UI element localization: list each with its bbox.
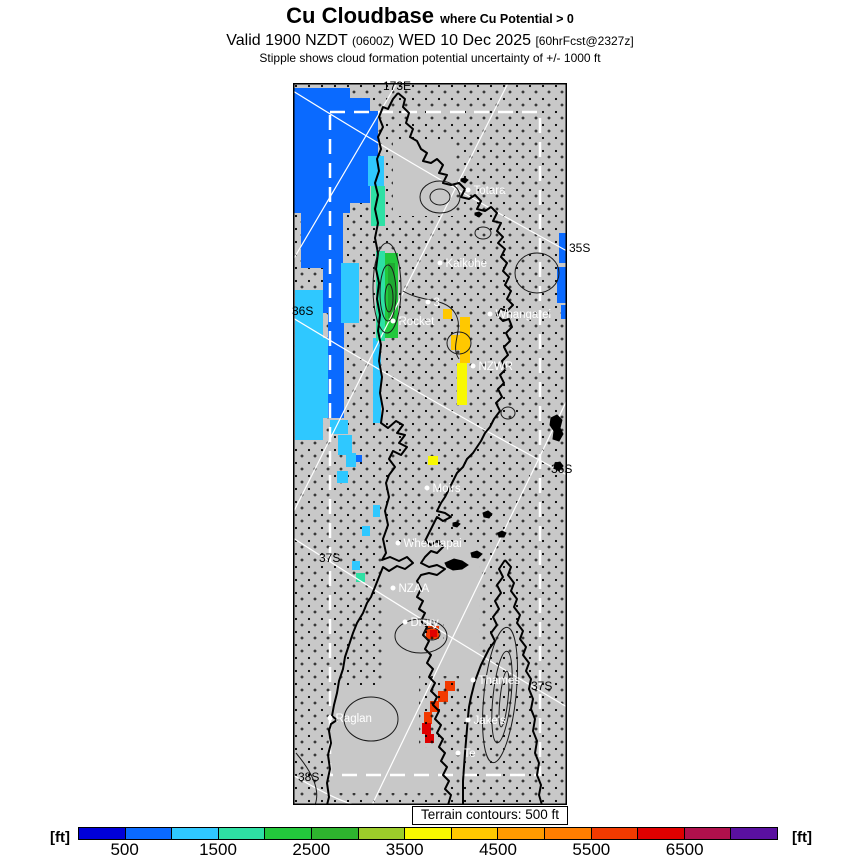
site-label: Te [463,748,476,760]
site-dot [403,620,408,625]
site-dot [396,541,401,546]
forecast-map [292,79,591,805]
valid-time-line [10,32,850,50]
colorbar-segment [545,828,592,839]
colorbar-segment [452,828,499,839]
colorbar-segment [359,828,406,839]
cloudbase-patch [348,98,370,203]
site-label: Rocket [398,316,435,328]
valid-prefix: Valid 1900 NZDT [226,32,348,49]
cloudbase-patch [451,335,468,350]
cloudbase-patch [313,338,328,418]
cloudbase-patch [352,561,360,570]
site-dot [466,188,471,193]
colorbar-segment [638,828,685,839]
colorbar [78,827,778,840]
map-header [0,4,850,65]
site-dot [391,319,396,324]
site-label: Kaikohe [445,258,488,270]
site-dot [488,312,493,317]
valid-zulu: (0600Z) [352,34,395,48]
colorbar-segment [265,828,312,839]
grid-label: 36S [292,304,314,318]
title-suffix: where Cu Potential > 0 [440,12,574,26]
colorbar-tick-label: 5500 [572,840,611,859]
site-label: NZAA [398,583,430,595]
site-label: NZWR [478,361,513,373]
grid-label: 35S [569,241,591,255]
site-dot [391,586,396,591]
grid-label: 38S [298,770,320,784]
colorbar-tick-label: 4500 [479,840,517,859]
site-dot [425,486,430,491]
colorbar-tick-label: 6500 [665,840,704,859]
stipple-note: Stipple shows cloud formation potential uncertainty of +/- 1000 ft [259,51,601,65]
site-label: Totara [473,185,506,197]
colorbar-segment [498,828,545,839]
cloudbase-patch [293,88,350,213]
site-label: Thames [478,675,521,687]
site-label: Whangarei [495,309,552,321]
site-dot [466,718,471,723]
site-dot [438,261,443,266]
cloudbase-patch [428,456,438,465]
site-label: Whenuapai [403,538,462,550]
colorbar-tick-label: 3500 [385,840,424,859]
cloudbase-patch [457,363,467,405]
colorbar-segment [405,828,452,839]
cloudbase-patch [362,526,370,536]
valid-date: WED 10 Dec 2025 [398,32,531,49]
cloudbase-patch [373,505,380,517]
site-dot [426,300,431,305]
colorbar-segment [126,828,173,839]
site-dot [328,716,333,721]
cloudbase-patch [341,263,359,323]
cloudbase-patch [356,455,362,462]
colorbar-segment [731,828,777,839]
title-main: Cu Cloudbase [286,3,435,28]
cloudbase-patch [337,471,348,483]
colorbar-segment [219,828,266,839]
cloudbase-patch [338,435,352,455]
colorbar-unit-right: [ft] [792,829,812,846]
grid-label: 37S [319,551,341,565]
grid-label: 37S [531,679,553,693]
cloudbase-patch [443,309,452,319]
grid-label: 36S [551,462,573,476]
terrain-note: Terrain contours: 500 ft [412,806,568,825]
cloudbase-patch [346,453,356,467]
grid-label: 173E [382,79,412,93]
site-dot [456,751,461,756]
colorbar-segment [79,828,126,839]
site-label: Drury [410,617,439,629]
colorbar-tick-label: 500 [110,840,139,859]
site-label: Jake's [473,715,506,727]
colorbar-unit-left: [ft] [50,829,70,846]
colorbar-segment [592,828,639,839]
site-dot [471,678,476,683]
site-label: Moirs [432,483,461,495]
site-label: Raglan [335,713,372,725]
site-label: 3 [433,297,440,309]
colorbar-tick-label: 1500 [199,840,237,859]
site-dot [471,364,476,369]
colorbar-segment [172,828,219,839]
colorbar-tick-label: 2500 [292,840,331,859]
colorbar-segment [685,828,732,839]
cloudbase-patch [323,213,343,313]
colorbar-segment [312,828,359,839]
forecast-ref: [60hrFcst@2327z] [535,34,634,48]
page-title [10,4,850,31]
